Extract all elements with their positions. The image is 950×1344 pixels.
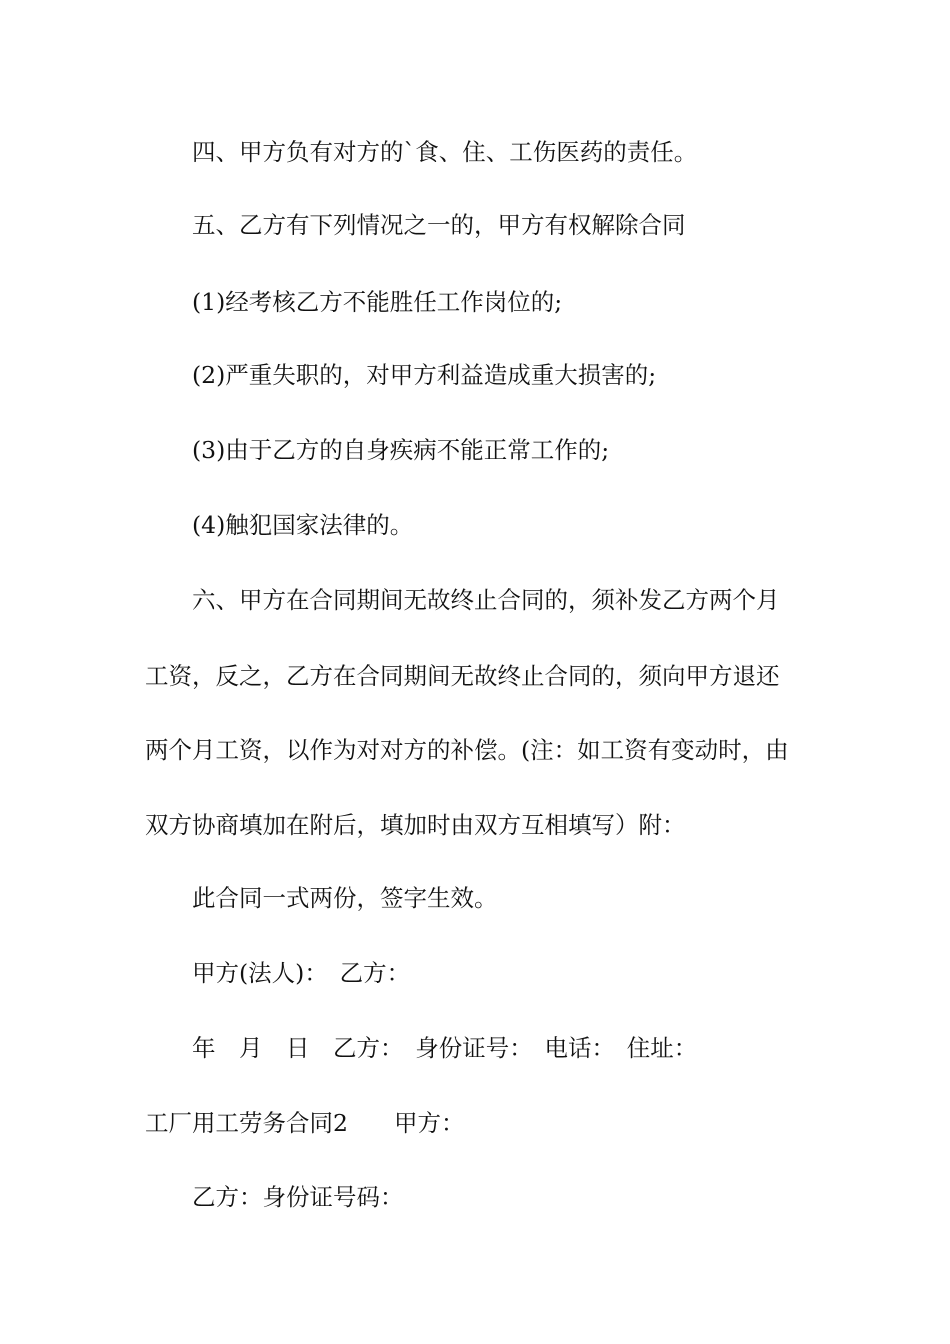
next-contract-title: 工厂用工劳务合同2 <box>145 1109 348 1137</box>
clause-4: 四、甲方负有对方的`食、住、工伤医药的责任。 <box>192 138 698 166</box>
clause-5-item-4: (4)触犯国家法律的。 <box>192 511 414 539</box>
date-line: 年 月 日 乙方： 身份证号： 电话： 住址： <box>192 1034 698 1062</box>
clause-6-line-3: 两个月工资，以作为对对方的补偿。(注：如工资有变动时，由 <box>145 736 789 764</box>
clause-6-line-1: 六、甲方在合同期间无故终止合同的，须补发乙方两个月 <box>192 586 780 614</box>
next-contract-header <box>0 1103 950 1143</box>
clause-5-item-1: (1)经考核乙方不能胜任工作岗位的; <box>192 288 563 316</box>
next-contract-party-b: 乙方：身份证号码： <box>192 1183 404 1211</box>
signature-line: 甲方(法人)： 乙方： <box>192 959 411 987</box>
clause-6-line-2: 工资，反之，乙方在合同期间无故终止合同的，须向甲方退还 <box>145 662 780 690</box>
clause-5-item-3: (3)由于乙方的自身疾病不能正常工作的; <box>192 436 610 464</box>
clause-5: 五、乙方有下列情况之一的，甲方有权解除合同 <box>192 211 686 239</box>
closing-statement: 此合同一式两份，签字生效。 <box>192 884 498 912</box>
next-contract-party-a: 甲方： <box>393 1109 465 1137</box>
clause-5-item-2: (2)严重失职的，对甲方利益造成重大损害的; <box>192 361 657 389</box>
clause-6-line-4: 双方协商填加在附后，填加时由双方互相填写）附： <box>145 811 686 839</box>
